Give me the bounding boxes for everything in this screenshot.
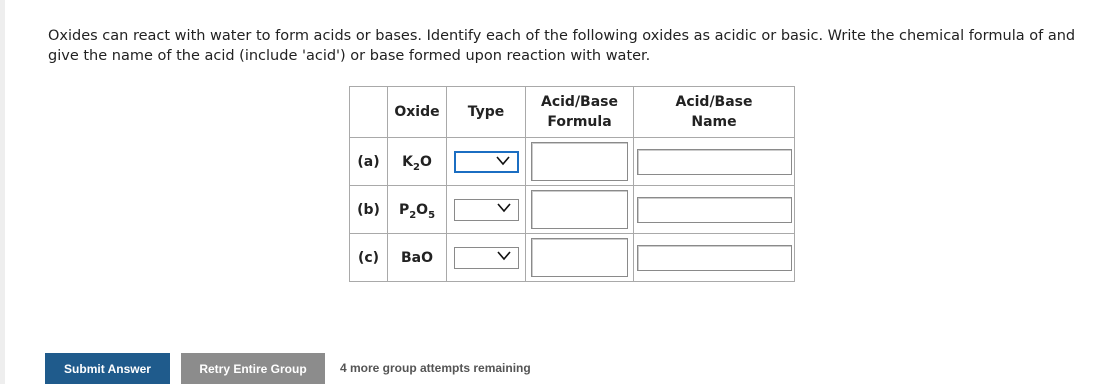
header-name-line2: Name: [691, 114, 737, 130]
submit-answer-button[interactable]: Submit Answer: [45, 353, 170, 384]
type-select[interactable]: [454, 151, 519, 173]
header-blank: [350, 87, 388, 138]
header-oxide: Oxide: [388, 87, 447, 138]
left-edge-strip: [0, 0, 5, 384]
formula-input[interactable]: [531, 238, 628, 277]
question-prompt: Oxides can react with water to form acids or bases. Identify each of the following oxides as acidic or basic. Write the chemical formula of and give the name of the acid (include 'acid') or base formed upon reaction with water.: [48, 28, 1076, 64]
answer-table: [349, 86, 795, 282]
oxide-formula: $P_2O_5$: [388, 186, 447, 234]
header-formula-line1: Acid/Base: [540, 94, 618, 110]
attempts-remaining-text: 4 more group attempts remaining: [340, 361, 531, 375]
chevron-down-icon: [496, 201, 512, 215]
oxide-formula: BaO: [388, 234, 447, 282]
row-label: (b): [350, 186, 388, 234]
header-formula: [526, 87, 634, 138]
chevron-down-icon: [496, 249, 512, 263]
table-row: [350, 234, 795, 282]
oxide-formula: $K_2O$: [388, 138, 447, 186]
table-row: [350, 186, 795, 234]
header-row: [350, 87, 795, 138]
header-type: Type: [447, 87, 526, 138]
table-row: [350, 138, 795, 186]
formula-input[interactable]: [531, 190, 628, 229]
formula-input[interactable]: [531, 142, 628, 181]
header-name: [634, 87, 795, 138]
type-select[interactable]: [454, 199, 519, 221]
retry-group-button[interactable]: Retry Entire Group: [181, 353, 325, 384]
header-formula-line2: Formula: [547, 114, 612, 130]
row-label: (a): [350, 138, 388, 186]
chevron-down-icon: [495, 154, 511, 168]
header-name-line1: Acid/Base: [675, 94, 753, 110]
name-input[interactable]: [637, 149, 792, 175]
name-input[interactable]: [637, 245, 792, 271]
row-label: (c): [350, 234, 388, 282]
type-select[interactable]: [454, 247, 519, 269]
name-input[interactable]: [637, 197, 792, 223]
